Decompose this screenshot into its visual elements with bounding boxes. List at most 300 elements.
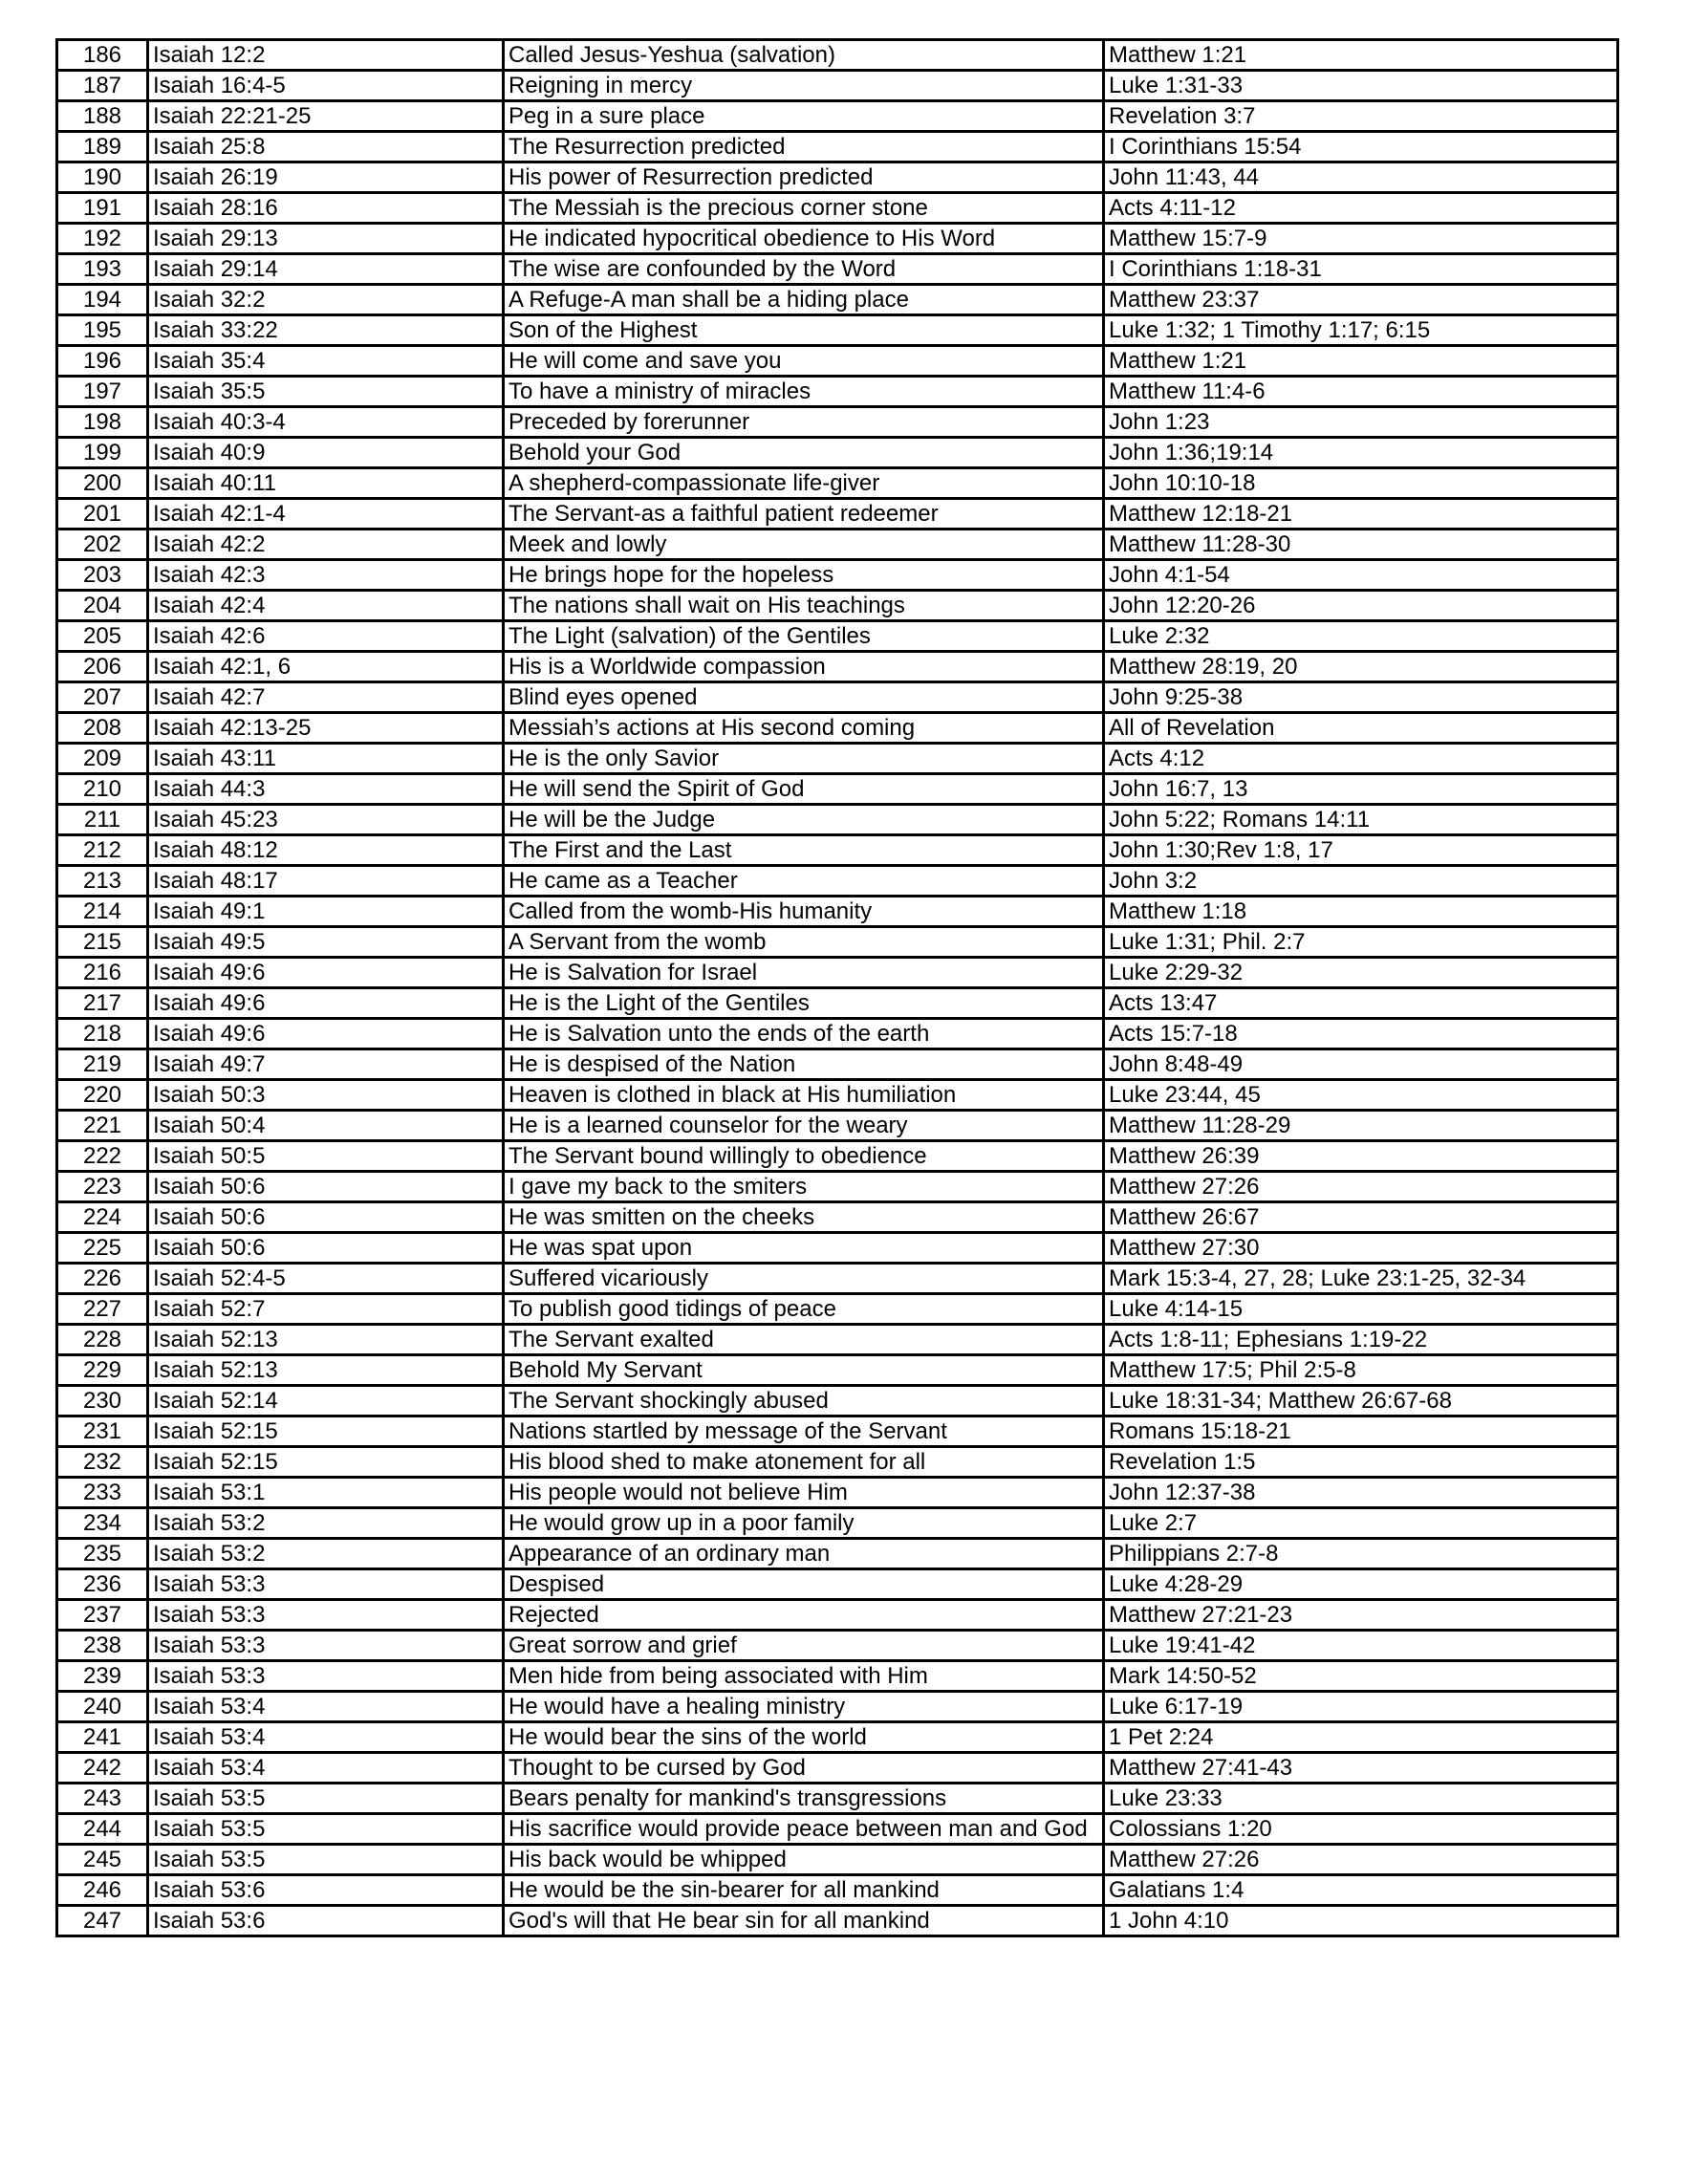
- new-testament-fulfillment: Luke 6:17-19: [1104, 1692, 1618, 1722]
- old-testament-reference: Isaiah 52:13: [148, 1325, 504, 1355]
- new-testament-fulfillment: Matthew 1:18: [1104, 897, 1618, 927]
- new-testament-fulfillment: All of Revelation: [1104, 713, 1618, 744]
- old-testament-reference: Isaiah 53:5: [148, 1784, 504, 1814]
- prophecy-description: He is despised of the Nation: [504, 1049, 1104, 1080]
- prophecy-description: He was smitten on the cheeks: [504, 1202, 1104, 1233]
- old-testament-reference: Isaiah 53:5: [148, 1814, 504, 1845]
- new-testament-fulfillment: John 5:22; Romans 14:11: [1104, 805, 1618, 835]
- table-row: [57, 1722, 1618, 1753]
- new-testament-fulfillment: Luke 1:31; Phil. 2:7: [1104, 927, 1618, 958]
- new-testament-fulfillment: John 8:48-49: [1104, 1049, 1618, 1080]
- new-testament-fulfillment: John 1:23: [1104, 407, 1618, 438]
- old-testament-reference: Isaiah 52:13: [148, 1355, 504, 1386]
- old-testament-reference: Isaiah 50:6: [148, 1202, 504, 1233]
- row-number: 192: [57, 224, 148, 254]
- table-row: [57, 1814, 1618, 1845]
- table-row: [57, 254, 1618, 285]
- prophecy-description: Meek and lowly: [504, 530, 1104, 560]
- old-testament-reference: Isaiah 42:3: [148, 560, 504, 591]
- new-testament-fulfillment: Matthew 26:67: [1104, 1202, 1618, 1233]
- row-number: 242: [57, 1753, 148, 1784]
- prophecy-description: Bears penalty for mankind's transgressions: [504, 1784, 1104, 1814]
- row-number: 221: [57, 1111, 148, 1141]
- old-testament-reference: Isaiah 44:3: [148, 774, 504, 805]
- row-number: 197: [57, 377, 148, 407]
- table-row: [57, 1692, 1618, 1722]
- new-testament-fulfillment: Acts 15:7-18: [1104, 1019, 1618, 1049]
- new-testament-fulfillment: Revelation 1:5: [1104, 1447, 1618, 1478]
- old-testament-reference: Isaiah 49:6: [148, 958, 504, 988]
- prophecy-description: He is the only Savior: [504, 744, 1104, 774]
- row-number: 199: [57, 438, 148, 468]
- old-testament-reference: Isaiah 50:6: [148, 1172, 504, 1202]
- old-testament-reference: Isaiah 29:13: [148, 224, 504, 254]
- prophecy-description: He would bear the sins of the world: [504, 1722, 1104, 1753]
- prophecy-description: He is Salvation unto the ends of the earth: [504, 1019, 1104, 1049]
- new-testament-fulfillment: Matthew 15:7-9: [1104, 224, 1618, 254]
- prophecy-description: Appearance of an ordinary man: [504, 1539, 1104, 1569]
- old-testament-reference: Isaiah 53:4: [148, 1692, 504, 1722]
- new-testament-fulfillment: John 3:2: [1104, 866, 1618, 897]
- new-testament-fulfillment: Luke 1:31-33: [1104, 71, 1618, 101]
- new-testament-fulfillment: Luke 2:29-32: [1104, 958, 1618, 988]
- new-testament-fulfillment: Matthew 26:39: [1104, 1141, 1618, 1172]
- old-testament-reference: Isaiah 43:11: [148, 744, 504, 774]
- row-number: 234: [57, 1508, 148, 1539]
- new-testament-fulfillment: John 4:1-54: [1104, 560, 1618, 591]
- row-number: 215: [57, 927, 148, 958]
- old-testament-reference: Isaiah 35:4: [148, 346, 504, 377]
- prophecy-description: His sacrifice would provide peace between man and God: [504, 1814, 1104, 1845]
- new-testament-fulfillment: Acts 4:12: [1104, 744, 1618, 774]
- row-number: 208: [57, 713, 148, 744]
- prophecy-description: The Servant exalted: [504, 1325, 1104, 1355]
- row-number: 239: [57, 1661, 148, 1692]
- new-testament-fulfillment: John 11:43, 44: [1104, 162, 1618, 193]
- prophecy-description: The First and the Last: [504, 835, 1104, 866]
- old-testament-reference: Isaiah 53:6: [148, 1875, 504, 1906]
- prophecy-description: Behold My Servant: [504, 1355, 1104, 1386]
- old-testament-reference: Isaiah 53:2: [148, 1539, 504, 1569]
- table-row: [57, 101, 1618, 132]
- prophecy-description: Thought to be cursed by God: [504, 1753, 1104, 1784]
- table-row: [57, 1753, 1618, 1784]
- row-number: 190: [57, 162, 148, 193]
- prophecy-table: [55, 38, 1619, 1937]
- row-number: 204: [57, 591, 148, 621]
- new-testament-fulfillment: John 9:25-38: [1104, 682, 1618, 713]
- prophecy-description: His blood shed to make atonement for all: [504, 1447, 1104, 1478]
- prophecy-description: He would have a healing ministry: [504, 1692, 1104, 1722]
- prophecy-description: To have a ministry of miracles: [504, 377, 1104, 407]
- table-row: [57, 713, 1618, 744]
- old-testament-reference: Isaiah 25:8: [148, 132, 504, 162]
- table-row: [57, 530, 1618, 560]
- prophecy-description: The Resurrection predicted: [504, 132, 1104, 162]
- table-row: [57, 866, 1618, 897]
- old-testament-reference: Isaiah 45:23: [148, 805, 504, 835]
- table-row: [57, 71, 1618, 101]
- old-testament-reference: Isaiah 42:6: [148, 621, 504, 652]
- prophecy-description: Suffered vicariously: [504, 1264, 1104, 1294]
- prophecy-description: The wise are confounded by the Word: [504, 254, 1104, 285]
- table-row: [57, 285, 1618, 315]
- new-testament-fulfillment: John 10:10-18: [1104, 468, 1618, 499]
- table-row: [57, 1019, 1618, 1049]
- row-number: 189: [57, 132, 148, 162]
- table-row: [57, 132, 1618, 162]
- table-row: [57, 1141, 1618, 1172]
- table-row: [57, 224, 1618, 254]
- table-row: [57, 988, 1618, 1019]
- row-number: 219: [57, 1049, 148, 1080]
- table-row: [57, 958, 1618, 988]
- new-testament-fulfillment: Matthew 27:21-23: [1104, 1600, 1618, 1631]
- old-testament-reference: Isaiah 49:1: [148, 897, 504, 927]
- new-testament-fulfillment: Matthew 1:21: [1104, 40, 1618, 71]
- row-number: 224: [57, 1202, 148, 1233]
- old-testament-reference: Isaiah 12:2: [148, 40, 504, 71]
- table-row: [57, 193, 1618, 224]
- old-testament-reference: Isaiah 53:4: [148, 1722, 504, 1753]
- new-testament-fulfillment: Galatians 1:4: [1104, 1875, 1618, 1906]
- row-number: 246: [57, 1875, 148, 1906]
- new-testament-fulfillment: Acts 1:8-11; Ephesians 1:19-22: [1104, 1325, 1618, 1355]
- table-row: [57, 927, 1618, 958]
- table-row: [57, 805, 1618, 835]
- old-testament-reference: Isaiah 52:7: [148, 1294, 504, 1325]
- old-testament-reference: Isaiah 42:1-4: [148, 499, 504, 530]
- new-testament-fulfillment: Matthew 17:5; Phil 2:5-8: [1104, 1355, 1618, 1386]
- old-testament-reference: Isaiah 52:4-5: [148, 1264, 504, 1294]
- old-testament-reference: Isaiah 53:3: [148, 1600, 504, 1631]
- table-row: [57, 1631, 1618, 1661]
- row-number: 193: [57, 254, 148, 285]
- row-number: 245: [57, 1845, 148, 1875]
- table-row: [57, 1478, 1618, 1508]
- table-row: [57, 1355, 1618, 1386]
- old-testament-reference: Isaiah 50:5: [148, 1141, 504, 1172]
- old-testament-reference: Isaiah 52:15: [148, 1447, 504, 1478]
- prophecy-description: The Messiah is the precious corner stone: [504, 193, 1104, 224]
- row-number: 229: [57, 1355, 148, 1386]
- table-row: [57, 1875, 1618, 1906]
- row-number: 241: [57, 1722, 148, 1753]
- row-number: 233: [57, 1478, 148, 1508]
- new-testament-fulfillment: Luke 4:28-29: [1104, 1569, 1618, 1600]
- prophecy-description: He is Salvation for Israel: [504, 958, 1104, 988]
- new-testament-fulfillment: John 1:30;Rev 1:8, 17: [1104, 835, 1618, 866]
- old-testament-reference: Isaiah 40:3-4: [148, 407, 504, 438]
- old-testament-reference: Isaiah 42:13-25: [148, 713, 504, 744]
- row-number: 222: [57, 1141, 148, 1172]
- prophecy-description: A shepherd-compassionate life-giver: [504, 468, 1104, 499]
- table-row: [57, 346, 1618, 377]
- prophecy-description: Nations startled by message of the Servant: [504, 1416, 1104, 1447]
- row-number: 212: [57, 835, 148, 866]
- old-testament-reference: Isaiah 22:21-25: [148, 101, 504, 132]
- row-number: 230: [57, 1386, 148, 1416]
- table-row: [57, 591, 1618, 621]
- row-number: 225: [57, 1233, 148, 1264]
- prophecy-description: I gave my back to the smiters: [504, 1172, 1104, 1202]
- prophecy-description: Son of the Highest: [504, 315, 1104, 346]
- new-testament-fulfillment: John 12:37-38: [1104, 1478, 1618, 1508]
- new-testament-fulfillment: Philippians 2:7-8: [1104, 1539, 1618, 1569]
- old-testament-reference: Isaiah 42:4: [148, 591, 504, 621]
- old-testament-reference: Isaiah 50:6: [148, 1233, 504, 1264]
- new-testament-fulfillment: Matthew 27:30: [1104, 1233, 1618, 1264]
- old-testament-reference: Isaiah 40:9: [148, 438, 504, 468]
- old-testament-reference: Isaiah 53:6: [148, 1906, 504, 1936]
- old-testament-reference: Isaiah 26:19: [148, 162, 504, 193]
- table-row: [57, 835, 1618, 866]
- new-testament-fulfillment: Matthew 27:26: [1104, 1172, 1618, 1202]
- new-testament-fulfillment: 1 Pet 2:24: [1104, 1722, 1618, 1753]
- prophecy-description: Men hide from being associated with Him: [504, 1661, 1104, 1692]
- row-number: 216: [57, 958, 148, 988]
- new-testament-fulfillment: Acts 13:47: [1104, 988, 1618, 1019]
- row-number: 198: [57, 407, 148, 438]
- row-number: 227: [57, 1294, 148, 1325]
- new-testament-fulfillment: Luke 19:41-42: [1104, 1631, 1618, 1661]
- table-row: [57, 1508, 1618, 1539]
- old-testament-reference: Isaiah 28:16: [148, 193, 504, 224]
- row-number: 205: [57, 621, 148, 652]
- prophecy-description: God's will that He bear sin for all mankind: [504, 1906, 1104, 1936]
- new-testament-fulfillment: Luke 2:32: [1104, 621, 1618, 652]
- prophecy-description: The Servant-as a faithful patient redeemer: [504, 499, 1104, 530]
- row-number: 191: [57, 193, 148, 224]
- row-number: 188: [57, 101, 148, 132]
- prophecy-description: The nations shall wait on His teachings: [504, 591, 1104, 621]
- row-number: 231: [57, 1416, 148, 1447]
- new-testament-fulfillment: Matthew 27:26: [1104, 1845, 1618, 1875]
- prophecy-description: He brings hope for the hopeless: [504, 560, 1104, 591]
- table-row: [57, 1233, 1618, 1264]
- old-testament-reference: Isaiah 52:15: [148, 1416, 504, 1447]
- new-testament-fulfillment: Romans 15:18-21: [1104, 1416, 1618, 1447]
- table-row: [57, 499, 1618, 530]
- prophecy-description: A Servant from the womb: [504, 927, 1104, 958]
- old-testament-reference: Isaiah 49:6: [148, 988, 504, 1019]
- new-testament-fulfillment: John 1:36;19:14: [1104, 438, 1618, 468]
- table-row: [57, 1447, 1618, 1478]
- row-number: 243: [57, 1784, 148, 1814]
- row-number: 206: [57, 652, 148, 682]
- table-row: [57, 897, 1618, 927]
- old-testament-reference: Isaiah 32:2: [148, 285, 504, 315]
- table-row: [57, 1386, 1618, 1416]
- new-testament-fulfillment: Matthew 27:41-43: [1104, 1753, 1618, 1784]
- prophecy-description: Messiah’s actions at His second coming: [504, 713, 1104, 744]
- new-testament-fulfillment: Mark 15:3-4, 27, 28; Luke 23:1-25, 32-34: [1104, 1264, 1618, 1294]
- table-row: [57, 1294, 1618, 1325]
- row-number: 186: [57, 40, 148, 71]
- old-testament-reference: Isaiah 53:5: [148, 1845, 504, 1875]
- old-testament-reference: Isaiah 49:6: [148, 1019, 504, 1049]
- prophecy-description: He will come and save you: [504, 346, 1104, 377]
- row-number: 203: [57, 560, 148, 591]
- row-number: 214: [57, 897, 148, 927]
- new-testament-fulfillment: Matthew 28:19, 20: [1104, 652, 1618, 682]
- table-row: [57, 1569, 1618, 1600]
- new-testament-fulfillment: Revelation 3:7: [1104, 101, 1618, 132]
- old-testament-reference: Isaiah 50:4: [148, 1111, 504, 1141]
- row-number: 236: [57, 1569, 148, 1600]
- new-testament-fulfillment: Matthew 11:28-29: [1104, 1111, 1618, 1141]
- old-testament-reference: Isaiah 53:3: [148, 1631, 504, 1661]
- old-testament-reference: Isaiah 48:17: [148, 866, 504, 897]
- table-row: [57, 1906, 1618, 1936]
- row-number: 240: [57, 1692, 148, 1722]
- prophecy-description: To publish good tidings of peace: [504, 1294, 1104, 1325]
- row-number: 209: [57, 744, 148, 774]
- table-row: [57, 682, 1618, 713]
- table-row: [57, 1845, 1618, 1875]
- prophecy-description: Blind eyes opened: [504, 682, 1104, 713]
- prophecy-description: His power of Resurrection predicted: [504, 162, 1104, 193]
- row-number: 211: [57, 805, 148, 835]
- table-row: [57, 1784, 1618, 1814]
- new-testament-fulfillment: John 16:7, 13: [1104, 774, 1618, 805]
- row-number: 226: [57, 1264, 148, 1294]
- new-testament-fulfillment: Luke 2:7: [1104, 1508, 1618, 1539]
- old-testament-reference: Isaiah 29:14: [148, 254, 504, 285]
- old-testament-reference: Isaiah 49:7: [148, 1049, 504, 1080]
- prophecy-description: He will be the Judge: [504, 805, 1104, 835]
- table-row: [57, 1080, 1618, 1111]
- row-number: 223: [57, 1172, 148, 1202]
- prophecy-description: The Light (salvation) of the Gentiles: [504, 621, 1104, 652]
- row-number: 218: [57, 1019, 148, 1049]
- table-row: [57, 1111, 1618, 1141]
- table-row: [57, 377, 1618, 407]
- row-number: 220: [57, 1080, 148, 1111]
- prophecy-description: His back would be whipped: [504, 1845, 1104, 1875]
- old-testament-reference: Isaiah 42:2: [148, 530, 504, 560]
- table-row: [57, 621, 1618, 652]
- prophecy-description: Despised: [504, 1569, 1104, 1600]
- prophecy-description: He is a learned counselor for the weary: [504, 1111, 1104, 1141]
- row-number: 217: [57, 988, 148, 1019]
- prophecy-description: He was spat upon: [504, 1233, 1104, 1264]
- old-testament-reference: Isaiah 50:3: [148, 1080, 504, 1111]
- old-testament-reference: Isaiah 42:7: [148, 682, 504, 713]
- new-testament-fulfillment: I Corinthians 1:18-31: [1104, 254, 1618, 285]
- old-testament-reference: Isaiah 35:5: [148, 377, 504, 407]
- prophecy-description: Called from the womb-His humanity: [504, 897, 1104, 927]
- new-testament-fulfillment: John 12:20-26: [1104, 591, 1618, 621]
- prophecy-description: Reigning in mercy: [504, 71, 1104, 101]
- old-testament-reference: Isaiah 53:2: [148, 1508, 504, 1539]
- table-row: [57, 438, 1618, 468]
- row-number: 207: [57, 682, 148, 713]
- new-testament-fulfillment: Mark 14:50-52: [1104, 1661, 1618, 1692]
- table-row: [57, 407, 1618, 438]
- prophecy-description: Great sorrow and grief: [504, 1631, 1104, 1661]
- old-testament-reference: Isaiah 53:4: [148, 1753, 504, 1784]
- table-row: [57, 652, 1618, 682]
- table-row: [57, 315, 1618, 346]
- table-row: [57, 162, 1618, 193]
- table-row: [57, 468, 1618, 499]
- new-testament-fulfillment: Colossians 1:20: [1104, 1814, 1618, 1845]
- old-testament-reference: Isaiah 48:12: [148, 835, 504, 866]
- row-number: 194: [57, 285, 148, 315]
- new-testament-fulfillment: 1 John 4:10: [1104, 1906, 1618, 1936]
- table-body: [57, 40, 1618, 1936]
- table-row: [57, 1264, 1618, 1294]
- prophecy-description: Preceded by forerunner: [504, 407, 1104, 438]
- table-row: [57, 1661, 1618, 1692]
- prophecy-description: Peg in a sure place: [504, 101, 1104, 132]
- row-number: 213: [57, 866, 148, 897]
- prophecy-description: Heaven is clothed in black at His humiliation: [504, 1080, 1104, 1111]
- old-testament-reference: Isaiah 53:3: [148, 1569, 504, 1600]
- old-testament-reference: Isaiah 16:4-5: [148, 71, 504, 101]
- row-number: 187: [57, 71, 148, 101]
- new-testament-fulfillment: Luke 23:44, 45: [1104, 1080, 1618, 1111]
- prophecy-description: He came as a Teacher: [504, 866, 1104, 897]
- row-number: 200: [57, 468, 148, 499]
- new-testament-fulfillment: I Corinthians 15:54: [1104, 132, 1618, 162]
- row-number: 228: [57, 1325, 148, 1355]
- new-testament-fulfillment: Matthew 23:37: [1104, 285, 1618, 315]
- row-number: 237: [57, 1600, 148, 1631]
- prophecy-description: He would be the sin-bearer for all mankind: [504, 1875, 1104, 1906]
- row-number: 232: [57, 1447, 148, 1478]
- row-number: 202: [57, 530, 148, 560]
- prophecy-description: A Refuge-A man shall be a hiding place: [504, 285, 1104, 315]
- old-testament-reference: Isaiah 49:5: [148, 927, 504, 958]
- row-number: 210: [57, 774, 148, 805]
- table-row: [57, 1049, 1618, 1080]
- row-number: 195: [57, 315, 148, 346]
- table-row: [57, 560, 1618, 591]
- prophecy-description: Rejected: [504, 1600, 1104, 1631]
- table-row: [57, 1416, 1618, 1447]
- new-testament-fulfillment: Luke 18:31-34; Matthew 26:67-68: [1104, 1386, 1618, 1416]
- prophecy-description: He will send the Spirit of God: [504, 774, 1104, 805]
- row-number: 235: [57, 1539, 148, 1569]
- row-number: 201: [57, 499, 148, 530]
- new-testament-fulfillment: Luke 1:32; 1 Timothy 1:17; 6:15: [1104, 315, 1618, 346]
- new-testament-fulfillment: Matthew 11:28-30: [1104, 530, 1618, 560]
- new-testament-fulfillment: Acts 4:11-12: [1104, 193, 1618, 224]
- prophecy-description: He indicated hypocritical obedience to His Word: [504, 224, 1104, 254]
- table-row: [57, 1600, 1618, 1631]
- row-number: 244: [57, 1814, 148, 1845]
- new-testament-fulfillment: Matthew 12:18-21: [1104, 499, 1618, 530]
- table-row: [57, 1539, 1618, 1569]
- prophecy-description: The Servant bound willingly to obedience: [504, 1141, 1104, 1172]
- prophecy-description: His people would not believe Him: [504, 1478, 1104, 1508]
- old-testament-reference: Isaiah 53:3: [148, 1661, 504, 1692]
- old-testament-reference: Isaiah 33:22: [148, 315, 504, 346]
- row-number: 247: [57, 1906, 148, 1936]
- table-row: [57, 1325, 1618, 1355]
- prophecy-description: The Servant shockingly abused: [504, 1386, 1104, 1416]
- row-number: 196: [57, 346, 148, 377]
- prophecy-description: His is a Worldwide compassion: [504, 652, 1104, 682]
- table-row: [57, 744, 1618, 774]
- table-row: [57, 40, 1618, 71]
- prophecy-description: Called Jesus-Yeshua (salvation): [504, 40, 1104, 71]
- old-testament-reference: Isaiah 53:1: [148, 1478, 504, 1508]
- table-row: [57, 1202, 1618, 1233]
- table-row: [57, 1172, 1618, 1202]
